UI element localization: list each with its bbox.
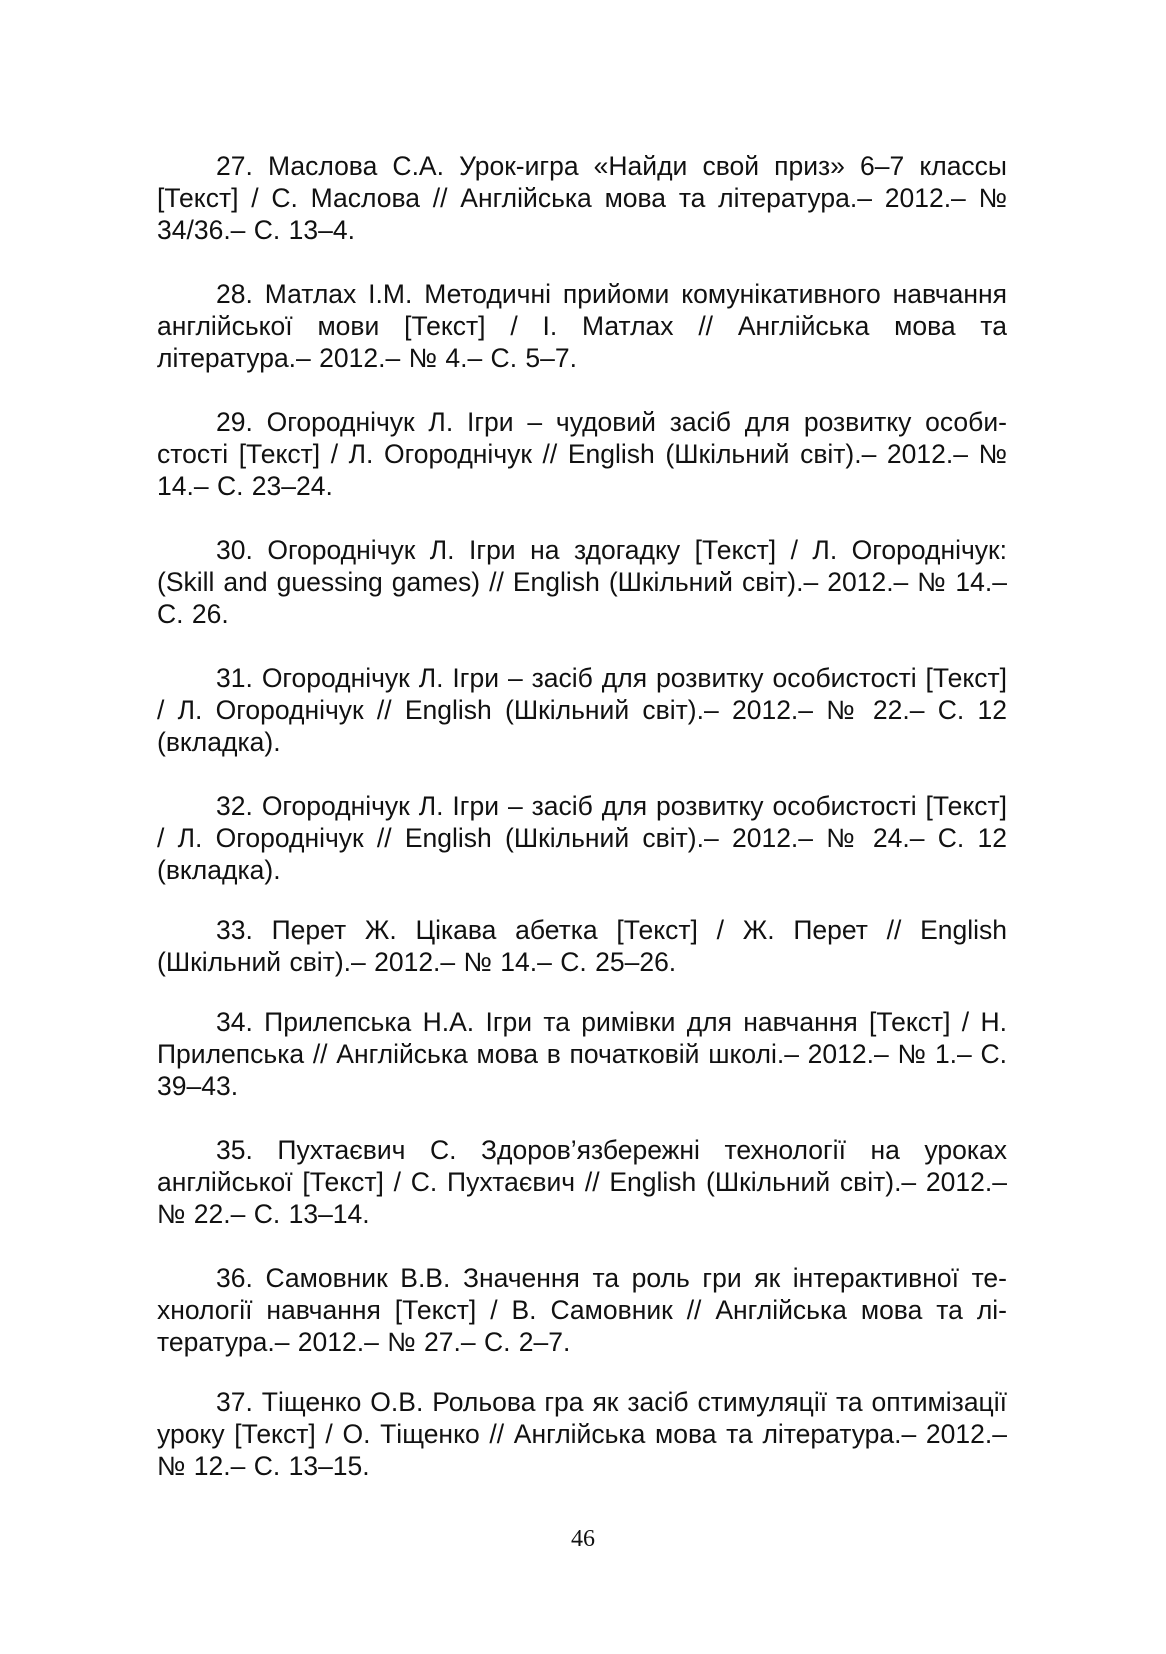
reference-entry-31 [157, 662, 1007, 758]
reference-number: 29. [216, 407, 253, 437]
reference-number: 27. [216, 151, 253, 181]
reference-entry-37 [157, 1386, 1007, 1482]
reference-number: 36. [216, 1263, 253, 1293]
reference-number: 32. [216, 791, 253, 821]
reference-text: Тіщенко О.В. Рольова гра як засіб стимуляції та оптимізації уроку [Текст] / О. Тіщенко // Англійська мова та література.– 2012.– № 12.– С. 13–15. [157, 1387, 1007, 1481]
reference-text: Прилепська Н.А. Ігри та римівки для навчання [Текст] / Н. Прилепська // Англійська мова в початковій школі.– 2012.– № 1.– С. 39–43. [157, 1007, 1007, 1101]
reference-entry-34 [157, 1006, 1007, 1102]
reference-text: Перет Ж. Цікава абетка [Текст] / Ж. Перет // English (Шкільний світ).– 2012.– № 14.– С. 25–26. [157, 915, 1007, 977]
reference-entry-28 [157, 278, 1007, 374]
reference-entry-29 [157, 406, 1007, 502]
page-number: 46 [571, 1526, 595, 1552]
reference-text: Огороднічук Л. Ігри – засіб для розвитку особистості [Текст] / Л. Огороднічук // English (Шкільний світ).– 2012.– № 22.– С. 12 (вкладка). [157, 663, 1007, 757]
reference-number: 28. [216, 279, 253, 309]
reference-text: Самовник В.В. Значення та роль гри як інтерактивної технології навчання [Текст] / В. Самовник // Англійська мова та література.– 2012.– № 27.– С. 2–7. [157, 1263, 1007, 1357]
reference-number: 34. [216, 1007, 253, 1037]
reference-entry-36 [157, 1262, 1007, 1358]
reference-number: 31. [216, 663, 253, 693]
reference-entry-32 [157, 790, 1007, 886]
reference-list [157, 150, 1007, 1482]
reference-text: Огороднічук Л. Ігри – чудовий засіб для розвитку особистості [Текст] / Л. Огороднічук // English (Шкільний світ).– 2012.– № 14.– С. 23–24. [157, 407, 1007, 501]
reference-entry-30 [157, 534, 1007, 630]
reference-entry-35 [157, 1134, 1007, 1230]
reference-number: 30. [216, 535, 253, 565]
reference-text: Огороднічук Л. Ігри – засіб для розвитку особистості [Текст] / Л. Огороднічук // English (Шкільний світ).– 2012.– № 24.– С. 12 (вкладка). [157, 791, 1007, 885]
reference-number: 35. [216, 1135, 253, 1165]
reference-number: 37. [216, 1387, 253, 1417]
reference-text: Маслова С.А. Урок-игра «Найди свой приз» 6–7 классы [Текст] / С. Маслова // Англійська мова та література.– 2012.– № 34/36.– С. 13–4. [157, 151, 1007, 245]
reference-entry-27 [157, 150, 1007, 246]
reference-number: 33. [216, 915, 253, 945]
reference-text: Матлах І.М. Методичні прийоми комунікативного навчання англійської мови [Текст] / І. Матлах // Англійська мова та література.– 2012.– № 4.– С. 5–7. [157, 279, 1007, 373]
reference-text: Огороднічук Л. Ігри на здогадку [Текст] / Л. Огороднічук: (Skill and guessing games) // English (Шкільний світ).– 2012.– № 14.– С. 26. [157, 535, 1007, 629]
reference-entry-33 [157, 914, 1007, 978]
reference-text: Пухтаєвич С. Здоров’язбережні технології на уроках англійської [Текст] / С. Пухтаєвич // English (Шкільний світ).– 2012.– № 22.– С. 13–14. [157, 1135, 1007, 1229]
